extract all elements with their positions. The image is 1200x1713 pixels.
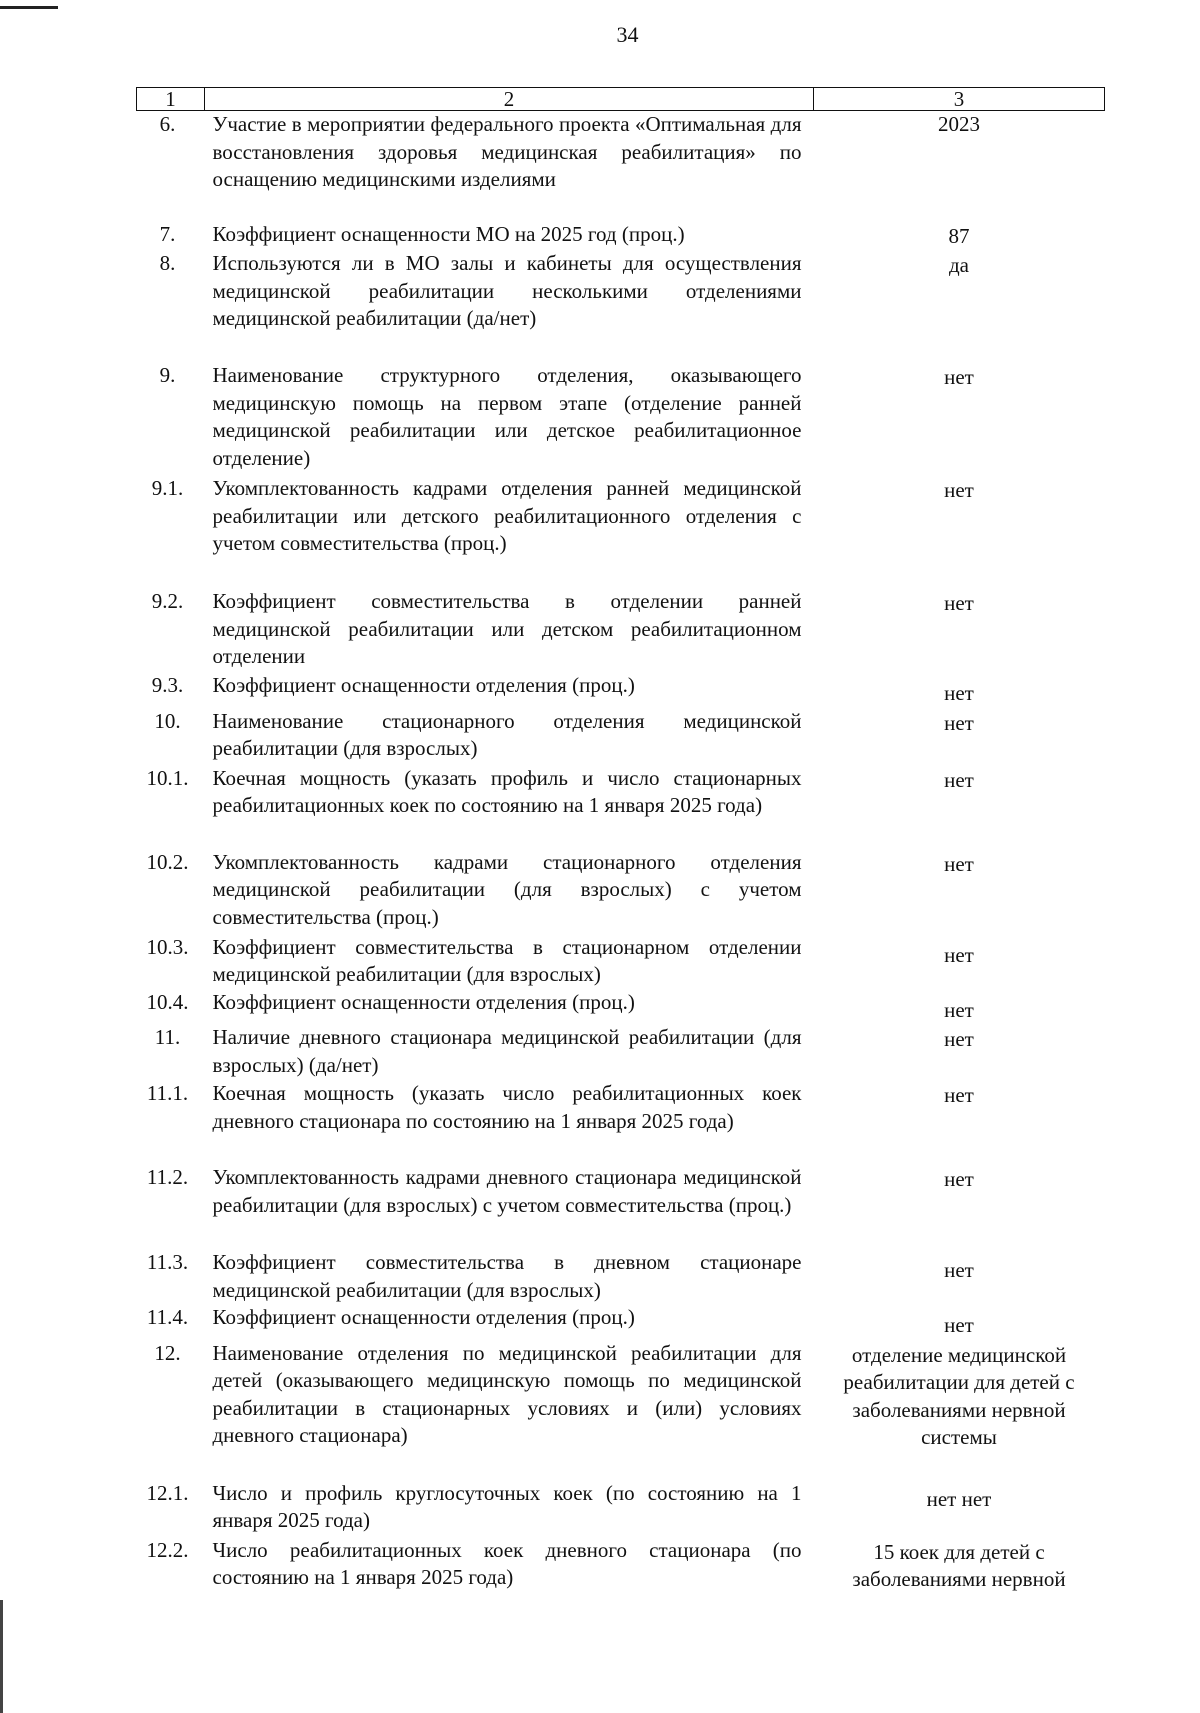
table-row <box>137 1537 1105 1594</box>
row-value: нет <box>944 1258 974 1282</box>
row-value: нет <box>944 478 974 502</box>
table-row <box>137 475 1105 588</box>
column-header-description: 2 <box>205 88 814 111</box>
row-text: Коэффициент оснащенности отделения (проц.) <box>212 1305 635 1329</box>
table-row <box>137 989 1105 1025</box>
row-text: Наименование стационарного отделения медицинской реабилитации (для взрослых) <box>212 708 802 760</box>
row-text: Коэффициент оснащенности отделения (проц.) <box>212 673 635 697</box>
row-number: 10.4. <box>146 989 189 1014</box>
row-text: Участие в мероприятии федерального проекта «Оптимальная для восстановления здоровья медицинская реабилитация» по оснащению медицинскими изделиями <box>212 112 802 191</box>
row-number: 11.4. <box>146 1305 189 1329</box>
row-text: Коэффициент совместительства в стационарном отделении медицинской реабилитации (для взрослых) <box>212 934 802 986</box>
row-value: 2023 <box>938 112 980 136</box>
row-text: Число реабилитационных коек дневного стационара (по состоянию на 1 января 2025 года) <box>212 1537 802 1589</box>
row-text: Число и профиль круглосуточных коек (по состоянию на 1 января 2025 года) <box>212 1480 802 1532</box>
table-row <box>137 250 1105 362</box>
row-number: 11.2. <box>146 1165 189 1189</box>
row-text: Коэффициент совместительства в отделении ранней медицинской реабилитации или детском реабилитационном отделении <box>212 589 802 668</box>
row-value: отделение медицинской реабилитации для детей с заболеваниями нервной системы <box>843 1342 1075 1449</box>
table-header-row <box>137 88 1105 111</box>
table-row <box>137 1080 1105 1164</box>
row-number: 11. <box>154 1025 181 1049</box>
row-text: Укомплектованность кадрами отделения ранней медицинской реабилитации или детского реабилитационного отделения с учетом совместительства (проц.) <box>212 476 802 555</box>
row-value: нет <box>944 710 974 735</box>
column-header-number: 1 <box>137 88 205 111</box>
row-text: Укомплектованность кадрами дневного стационара медицинской реабилитации (для взрослых) с учетом совместительства (проц.) <box>212 1165 802 1217</box>
row-value: нет <box>944 942 974 967</box>
page-number: 34 <box>616 22 639 47</box>
row-text: Укомплектованность кадрами стационарного отделения медицинской реабилитации (для взрослых) с учетом совместительства (проц.) <box>212 849 802 929</box>
scan-artifact-top <box>0 6 58 9</box>
row-number: 10.1. <box>146 765 189 790</box>
row-number: 9.2. <box>151 589 184 613</box>
row-value: нет <box>944 365 974 389</box>
table-row <box>137 1164 1105 1249</box>
scan-artifact-left <box>0 1600 3 1713</box>
table-row <box>137 1480 1105 1537</box>
table-row <box>137 765 1105 849</box>
row-value: нет <box>944 591 974 615</box>
table-row <box>137 588 1105 672</box>
table-row <box>137 111 1105 221</box>
document-table <box>136 87 1105 1594</box>
row-value: 87 <box>948 223 970 248</box>
row-number: 12. <box>154 1340 181 1365</box>
table-row <box>137 362 1105 475</box>
row-value: нет <box>944 997 974 1022</box>
table-row <box>137 708 1105 765</box>
row-value: нет нет <box>926 1486 992 1511</box>
row-number: 12.2. <box>146 1537 189 1562</box>
row-value: нет <box>944 1313 974 1337</box>
row-text: Коэффициент оснащенности МО на 2025 год (проц.) <box>212 221 685 246</box>
row-number: 11.3. <box>146 1250 189 1274</box>
row-text: Используются ли в МО залы и кабинеты для осуществления медицинской реабилитации несколькими отделениями медицинской реабилитации (да/нет) <box>212 251 802 330</box>
row-value: нет <box>944 1167 974 1191</box>
row-number: 9. <box>159 363 176 387</box>
row-number: 8. <box>159 251 176 275</box>
row-text: Коэффициент совместительства в дневном стационаре медицинской реабилитации (для взрослых) <box>212 1250 802 1302</box>
row-value: нет <box>944 767 974 792</box>
row-number: 12.1. <box>146 1480 189 1505</box>
row-value: нет <box>944 1083 974 1107</box>
row-text: Наименование структурного отделения, оказывающего медицинскую помощь на первом этапе (отделение ранней медицинской реабилитации или детское реабилитационное отделение) <box>212 363 802 470</box>
row-value: нет <box>944 851 974 876</box>
table-row <box>137 934 1105 989</box>
row-value: нет <box>944 681 974 705</box>
row-number: 6. <box>159 112 176 136</box>
row-number: 10.3. <box>146 934 189 959</box>
table-row <box>137 672 1105 708</box>
row-text: Коечная мощность (указать число реабилитационных коек дневного стационара по состоянию на 1 января 2025 года) <box>212 1081 802 1133</box>
table-row <box>137 1304 1105 1340</box>
row-number: 10. <box>154 708 181 733</box>
row-text: Коечная мощность (указать профиль и число стационарных реабилитационных коек по состоянию на 1 января 2025 года) <box>212 765 802 817</box>
table-row <box>137 1249 1105 1304</box>
table-row <box>137 849 1105 934</box>
row-value: да <box>948 253 969 277</box>
row-number: 10.2. <box>146 849 189 874</box>
row-number: 11.1. <box>146 1081 189 1105</box>
row-value: 15 коек для детей с заболеваниями нервной <box>852 1539 1066 1591</box>
row-value: нет <box>944 1027 974 1051</box>
table-row <box>137 1024 1105 1080</box>
table-row <box>137 221 1105 251</box>
row-text: Наличие дневного стационара медицинской реабилитации (для взрослых) (да/нет) <box>212 1025 802 1077</box>
row-text: Коэффициент оснащенности отделения (проц.) <box>212 989 635 1014</box>
row-number: 7. <box>159 221 176 246</box>
table-row <box>137 1340 1105 1480</box>
row-text: Наименование отделения по медицинской реабилитации для детей (оказывающего медицинскую помощь по медицинской реабилитации в стационарных условиях и (или) условиях дневного стационара) <box>212 1340 802 1447</box>
row-number: 9.3. <box>151 673 184 697</box>
row-number: 9.1. <box>151 476 184 500</box>
column-header-value: 3 <box>814 88 1105 111</box>
